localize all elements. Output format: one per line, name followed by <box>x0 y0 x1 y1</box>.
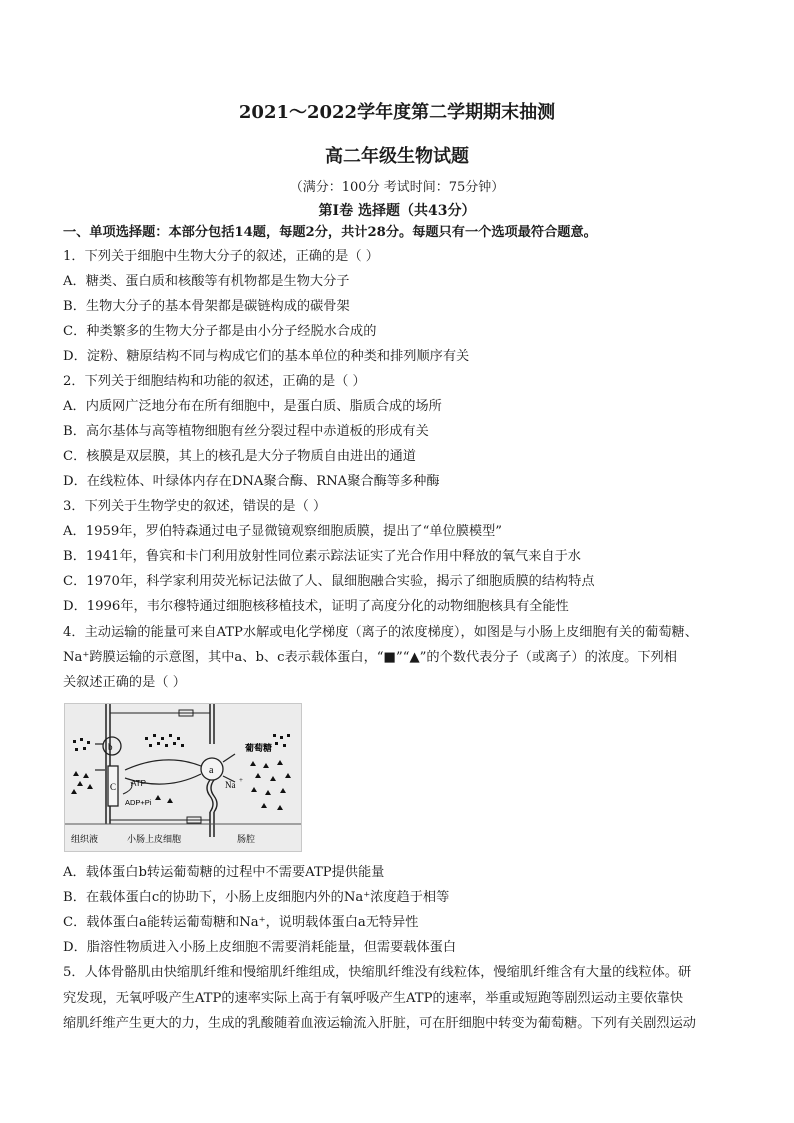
question-2-stem: 2．下列关于细胞结构和功能的叙述，正确的是（ ） <box>63 374 366 389</box>
question-1-option-a: A．糖类、蛋白质和核酸等有机物都是生物大分子 <box>63 274 350 289</box>
question-3-option-b: B．1941年，鲁宾和卡门利用放射性同位素示踪法证实了光合作用中释放的氧气来自于水 <box>63 549 581 564</box>
question-2-option-b: B．高尔基体与高等植物细胞有丝分裂过程中赤道板的形成有关 <box>63 424 429 439</box>
question-4-stem-line-3: 关叙述正确的是（ ） <box>63 675 186 690</box>
question-4-option-d: D．脂溶性物质进入小肠上皮细胞不需要消耗能量，但需要载体蛋白 <box>63 940 457 955</box>
label-na: Na <box>225 780 236 790</box>
label-intestinal-lumen: 肠腔 <box>237 835 256 845</box>
question-3-option-a: A．1959年，罗伯特森通过电子显微镜观察细胞质膜，提出了“单位膜模型” <box>63 524 503 539</box>
label-b: b <box>108 742 113 752</box>
section-instruction: 一、单项选择题：本部分包括14题，每题2分，共计28分。每题只有一个选项最符合题意。 <box>63 225 597 240</box>
label-a: a <box>209 765 214 776</box>
part-title: 第Ⅰ卷 选择题（共43分） <box>318 203 476 219</box>
question-3-stem: 3．下列关于生物学史的叙述，错误的是（ ） <box>63 499 327 514</box>
label-adp: ADP+Pi <box>125 798 152 807</box>
question-4-stem-line-2: Na⁺跨膜运输的示意图，其中a、b、c表示载体蛋白，“■”“▲”的个数代表分子（或离子）的浓度。下列相 <box>63 650 677 665</box>
sodium-triangles-lumen <box>250 760 291 810</box>
question-2-option-c: C．核膜是双层膜，其上的核孔是大分子物质自由进出的通道 <box>63 449 416 464</box>
label-glucose: 葡萄糖 <box>245 744 273 754</box>
label-intestinal-cell: 小肠上皮细胞 <box>127 835 182 845</box>
label-c: C <box>110 782 117 792</box>
question-4-option-c: C．载体蛋白a能转运葡萄糖和Na⁺，说明载体蛋白a无特异性 <box>63 915 419 930</box>
question-1-option-d: D．淀粉、糖原结构不同与构成它们的基本单位的种类和排列顺序有关 <box>63 349 470 364</box>
question-1-stem: 1．下列关于细胞中生物大分子的叙述，正确的是（ ） <box>63 249 379 264</box>
question-5-stem-line-1: 5．人体骨骼肌由快缩肌纤维和慢缩肌纤维组成，快缩肌纤维没有线粒体，慢缩肌纤维含有大量的线粒体。研 <box>63 965 692 980</box>
question-2-option-d: D．在线粒体、叶绿体内存在DNA聚合酶、RNA聚合酶等多种酶 <box>63 474 440 489</box>
question-2-option-a: A．内质网广泛地分布在所有细胞中，是蛋白质、脂质合成的场所 <box>63 399 442 414</box>
question-5-stem-line-2: 究发现，无氧呼吸产生ATP的速率实际上高于有氧呼吸产生ATP的速率，举重或短跑等剧烈运动主要依靠快 <box>63 991 684 1006</box>
question-4-option-a: A．载体蛋白b转运葡萄糖的过程中不需要ATP提供能量 <box>63 865 385 880</box>
question-3-option-d: D．1996年，韦尔穆特通过细胞核移植技术，证明了高度分化的动物细胞核具有全能性 <box>63 599 569 614</box>
question-1-option-c: C．种类繁多的生物大分子都是由小分子经脱水合成的 <box>63 324 377 339</box>
question-1-option-b: B．生物大分子的基本骨架都是碳链构成的碳骨架 <box>63 299 350 314</box>
question-4-option-b: B．在载体蛋白c的协助下，小肠上皮细胞内外的Na⁺浓度趋于相等 <box>63 890 450 905</box>
sodium-triangles-cell <box>155 795 173 803</box>
label-atp: ATP <box>131 779 146 788</box>
subject-title: 高二年级生物试题 <box>325 146 469 167</box>
glucose-squares-left <box>73 738 90 751</box>
exam-title: 2021～2022学年度第二学期期末抽测 <box>238 102 556 123</box>
membrane-transport-diagram <box>64 703 302 852</box>
exam-info: （满分：100分 考试时间：75分钟） <box>289 180 505 195</box>
glucose-squares-cell <box>145 734 184 747</box>
label-tissue-fluid: 组织液 <box>71 835 99 845</box>
question-5-stem-line-3: 缩肌纤维产生更大的力，生成的乳酸随着血液运输流入肝脏，可在肝细胞中转变为葡萄糖。下列有关剧烈运动 <box>63 1016 696 1031</box>
label-na-sup: + <box>239 776 243 784</box>
question-3-option-c: C．1970年，科学家利用荧光标记法做了人、鼠细胞融合实验，揭示了细胞质膜的结构特点 <box>63 574 595 589</box>
glucose-squares-lumen <box>273 734 290 747</box>
question-4-stem-line-1: 4．主动运输的能量可来自ATP水解或电化学梯度（离子的浓度梯度），如图是与小肠上皮细胞有关的葡萄糖、 <box>63 625 698 640</box>
sodium-triangles-left <box>71 771 93 794</box>
